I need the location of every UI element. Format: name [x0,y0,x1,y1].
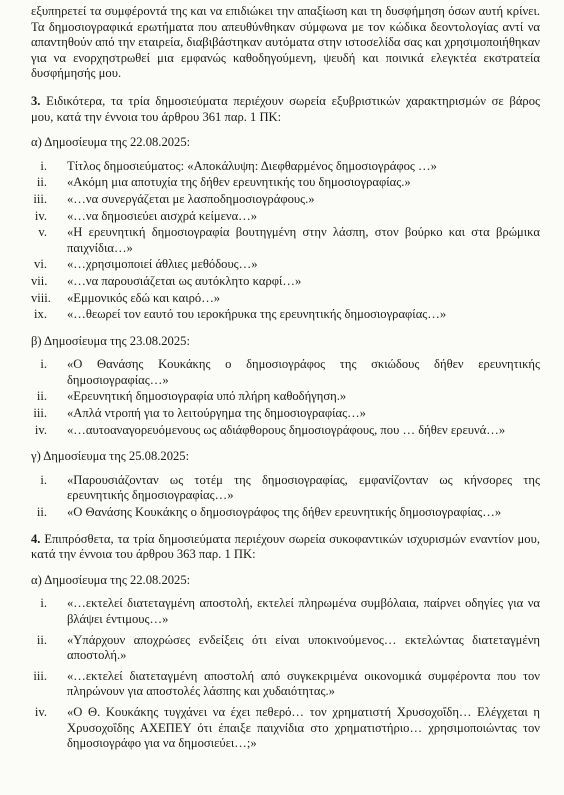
item-text: «Η ερευνητική δημοσιογραφία βουτηγμένη στην λάσπη, στον βούρκο και στα βρώμικα παιχνίδια…» [67,225,540,255]
section-4-text: Επιπρόσθετα, τα τρία δημοσιεύματα περιέχουν σωρεία συκοφαντικών ισχυρισμών εναντίον μου, κατά την έννοια του άρθρου 363 παρ. 1 ΠΚ: [31,531,540,562]
item-number: i. [40,472,47,487]
list-item [31,669,540,700]
list-item [31,705,540,752]
list-item [31,307,540,323]
item-number: iii. [33,406,47,421]
list-item [31,159,540,175]
item-text: «Υπάρχουν αποχρώσες ενδείξεις ότι είναι υποκινούμενος… εκτελώντας διατεταγμένη αποστολή.» [67,632,540,663]
item-number: i. [40,158,47,173]
list-item [31,505,540,521]
item-text: «…εκτελεί διατεταγμένη αποστολή, εκτελεί πληρωμένα συμβόλαια, παίρνει οδηγίες για να βλάψει έντιμους…» [67,596,540,626]
item-number: i. [40,357,47,372]
intro-paragraph: εξυπηρετεί τα συμφέροντά της και να επιδιώκει την απαξίωση και τη δυσφήμηση όσων αυτή κρίνει. Τα δημοσιογραφικά ερωτήματα που απευθύνθηκαν σύμφωνα με τον κώδικα δεοντολογίας αντί να απαντηθούν από την εταιρεία, διαβιβάστηκαν αυτόματα στην ιστοσελίδα σας και χρησιμοποιήθηκαν για να ενορχηστρωθεί μια εμφανώς καθοδηγούμενη, ψευδή και ποινικά ελεγκτέα εκστρατεία δυσφήμησής μου. [31,4,540,81]
item-text: «Εμμονικός εδώ και καιρό…» [67,290,221,305]
item-text: «…να συνεργάζεται με λασποδημοσιογράφους.» [67,191,315,206]
section-3-group-b [31,334,540,439]
item-text: «Απλά ντροπή για το λειτούργημα της δημοσιογραφίας…» [67,406,366,421]
list-item [31,423,540,439]
item-text: «…εκτελεί διατεταγμένη αποστολή από συγκεκριμένα οικονομικά συμφέροντα που τον πληρώνουν για αποστολές λάσπης και χυδαιότητας.» [67,668,540,699]
item-text: «…να δημοσιεύει αισχρά κείμενα…» [67,208,258,223]
list-item [31,473,540,504]
item-text: «Ο Θανάσης Κουκάκης ο δημοσιογράφος της σκιώδους δήθεν ερευνητικής δημοσιογραφίας…» [67,357,540,387]
item-text: «…αυτοαναγορευόμενους ως αδιάφθορους δημοσιογράφους, που … δήθεν ερευνά…» [67,422,506,437]
section-3-intro [31,94,540,125]
item-text: «Ακόμη μια αποτυχία της δήθεν ερευνητικής του δημοσιογραφίας.» [67,175,411,190]
group-heading: α) Δημοσίευμα της 22.08.2025: [31,135,191,150]
list-item [31,633,540,664]
item-text: «…να παρουσιάζεται ως αυτόκλητο καρφί…» [67,273,302,288]
item-text: «…χρησιμοποιεί άθλιες μεθόδους…» [67,257,258,272]
group-heading: β) Δημοσίευμα της 23.08.2025: [31,333,190,348]
item-text: «…θεωρεί τον εαυτό του ιεροκήρυκα της ερευνητικής δημοσιογραφίας…» [67,307,447,322]
group-heading: γ) Δημοσίευμα της 25.08.2025: [31,449,190,464]
quote-list [31,596,540,751]
list-item [31,257,540,273]
list-item [31,192,540,208]
item-text: «Ερευνητική δημοσιογραφία υπό πλήρη καθοδήγηση.» [67,389,347,404]
item-number: ix. [34,307,47,322]
section-3-group-a [31,135,540,323]
section-4-number: 4. [31,531,41,546]
item-number: v. [38,225,47,240]
section-4-intro [31,532,540,563]
section-3-number: 3. [31,93,41,108]
list-item [31,389,540,405]
item-number: vii. [31,273,48,288]
list-item [31,209,540,225]
item-number: iv. [34,704,47,719]
item-number: iii. [33,191,47,206]
item-number: vi. [34,257,47,272]
list-item [31,291,540,307]
item-number: ii. [36,632,47,647]
section-4-group-a [31,573,540,752]
item-text: Τίτλος δημοσιεύματος: «Αποκάλυψη: Διεφθαρμένος δημοσιογράφος …» [67,158,437,173]
item-text: «Παρουσιάζονταν ως τοτέμ της δημοσιογραφίας, εμφανίζονταν ως κήνσορες της ερευνητικής δημοσιογραφίας…» [67,472,540,503]
item-number: ii. [36,175,47,190]
list-item [31,175,540,191]
quote-list [31,473,540,521]
list-item [31,274,540,290]
item-number: iii. [33,668,47,683]
item-text: «Ο Θανάσης Κουκάκης ο δημοσιογράφος της δήθεν ερευνητικής δημοσιογραφίας…» [67,505,502,520]
item-number: ii. [36,505,47,520]
section-3-group-c [31,449,540,520]
item-text: «Ο Θ. Κουκάκης τυγχάνει να έχει πεθερό… τον χρηματιστή Χρυσοχοΐδη… Ελέγχεται η Χρυσοχοΐδης ΑΧΕΠΕΥ ότι έπαιξε παιχνίδια στο χρηματιστήριο… χρησιμοποιώντας τον δημοσιογράφο για να δημοσιεύει…;» [67,704,540,751]
quote-list [31,357,540,438]
group-heading: α) Δημοσίευμα της 22.08.2025: [31,572,191,587]
quote-list [31,159,540,323]
item-number: ii. [36,389,47,404]
item-number: viii. [31,290,51,305]
section-3-text: Ειδικότερα, τα τρία δημοσιεύματα περιέχουν σωρεία εξυβριστικών χαρακτηρισμών σε βάρος μου, κατά την έννοια του άρθρου 361 παρ. 1 ΠΚ: [31,93,540,124]
list-item [31,406,540,422]
list-item [31,357,540,388]
item-number: iv. [34,422,47,437]
item-number: iv. [34,208,47,223]
item-number: i. [40,596,47,611]
list-item [31,596,540,627]
list-item [31,225,540,256]
